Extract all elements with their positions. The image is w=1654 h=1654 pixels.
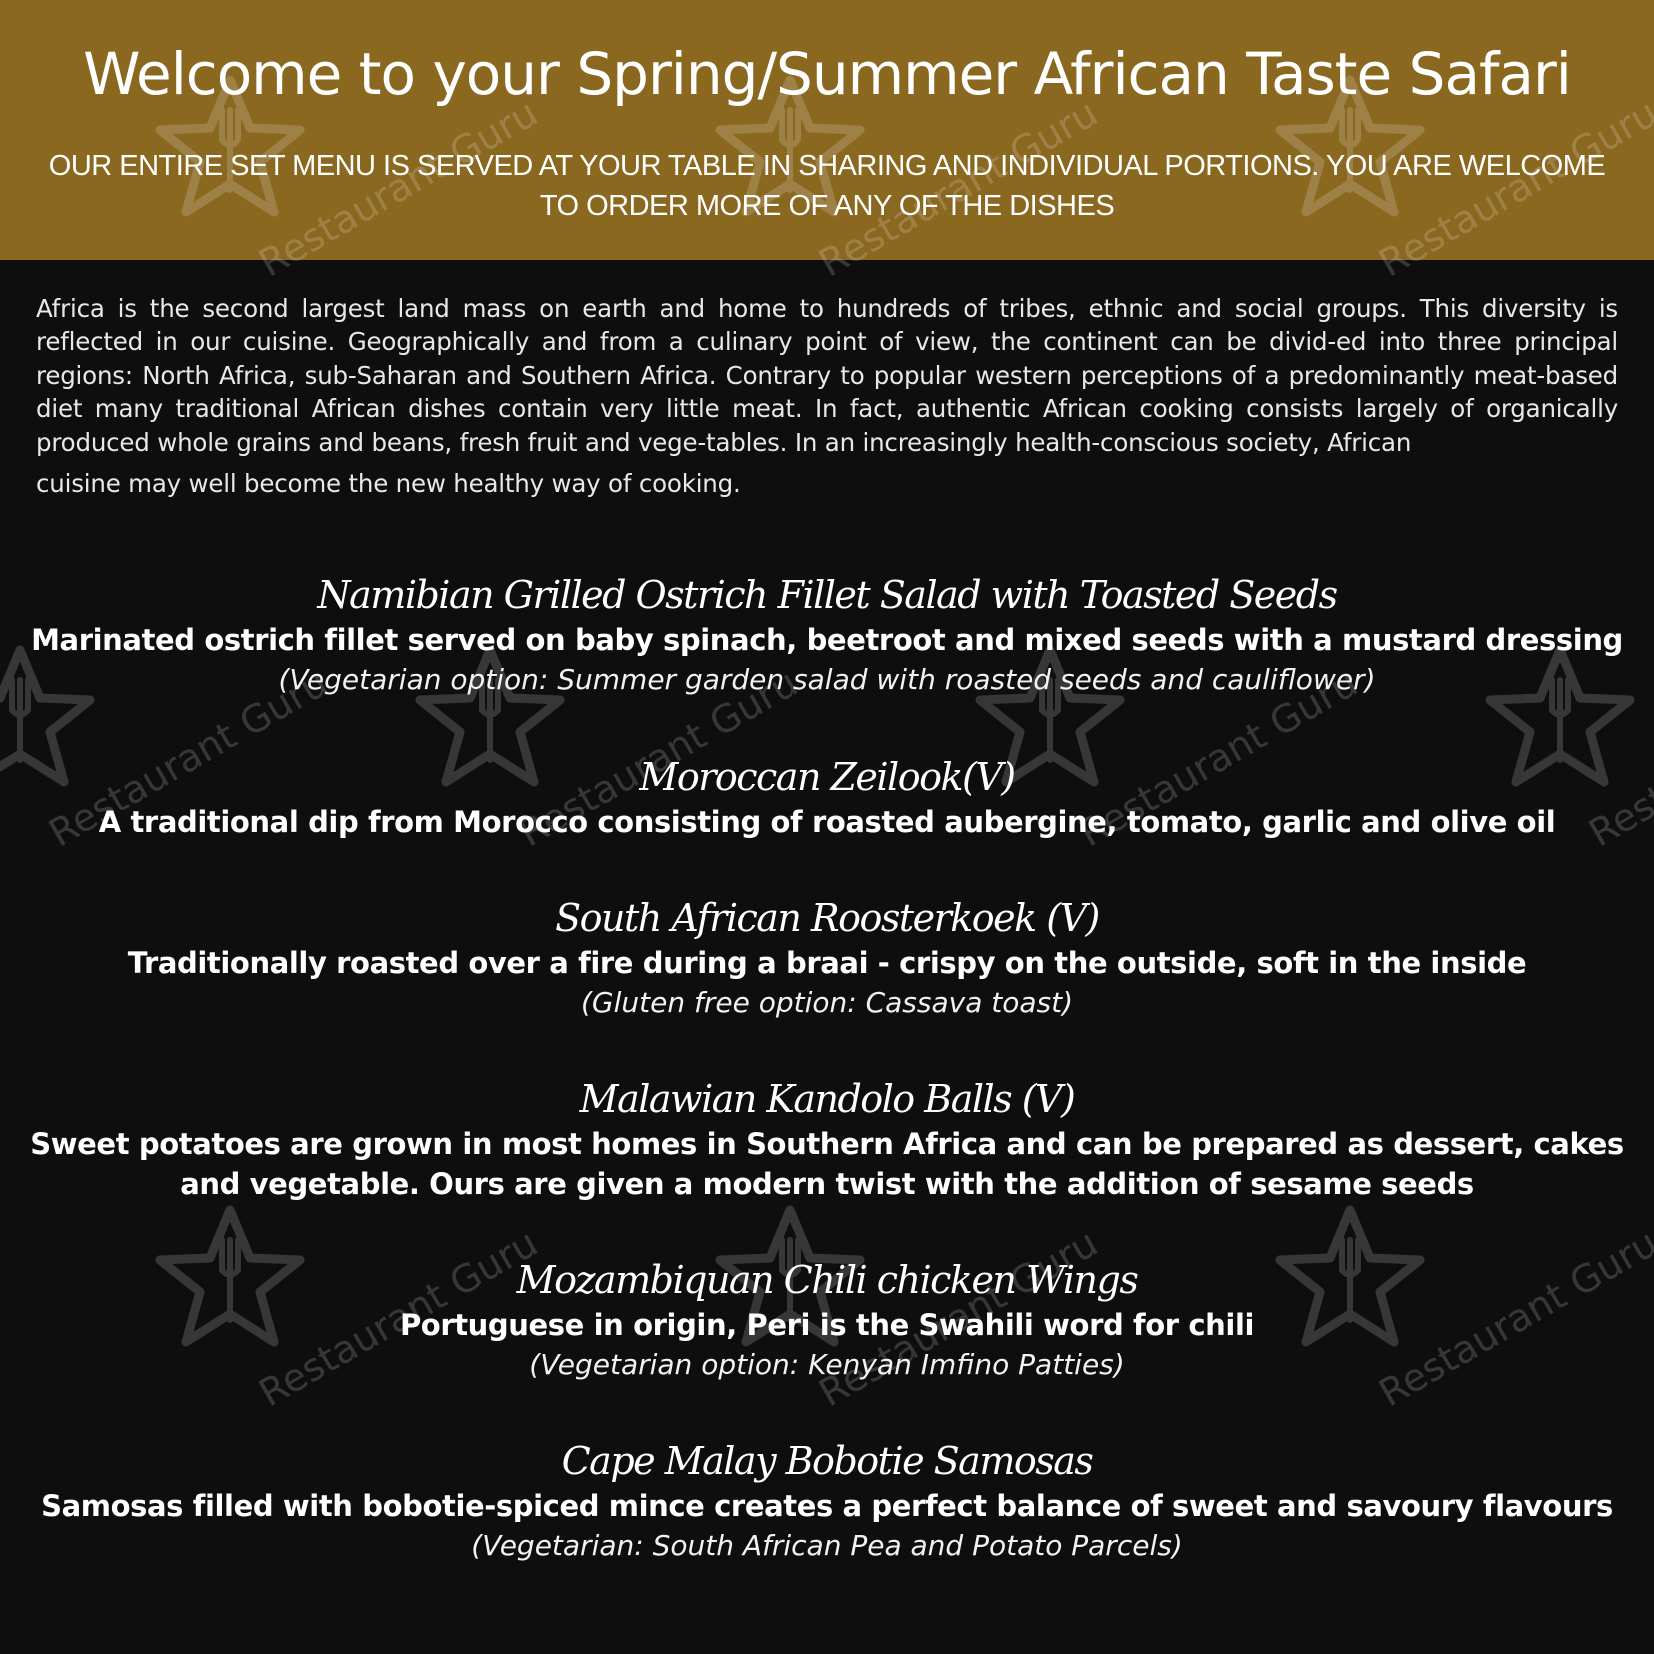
intro-paragraph [36, 292, 1618, 500]
dish-name: Mozambiquan Chili chicken Wings [516, 1258, 1138, 1302]
dish-description: A traditional dip from Morocco consisting of roasted aubergine, tomato, garlic and olive oil [98, 805, 1556, 839]
menu-item [20, 752, 1634, 842]
dish-description: Marinated ostrich fillet served on baby spinach, beetroot and mixed seeds with a mustard dressing [31, 623, 1623, 657]
page-title: Welcome to your Spring/Summer African Taste Safari [83, 40, 1571, 108]
dish-name: South African Roosterkoek (V) [555, 896, 1099, 940]
dish-description: Samosas filled with bobotie-spiced mince creates a perfect balance of sweet and savoury flavours [41, 1489, 1613, 1523]
intro-last-line: cuisine may well become the new healthy way of cooking. [36, 469, 741, 499]
menu-item [20, 1436, 1634, 1566]
dish-description: Portuguese in origin, Peri is the Swahili word for chili [399, 1308, 1255, 1342]
menu-item [20, 1074, 1634, 1204]
menu-header [0, 0, 1654, 260]
dish-name: Moroccan Zeilook(V) [639, 755, 1015, 799]
dish-description: Traditionally roasted over a fire during a braai - crispy on the outside, soft in the inside [127, 946, 1527, 980]
dish-description: Sweet potatoes are grown in most homes in Southern Africa and can be prepared as dessert, cakes and vegetable. Ours are given a modern twist with the addition of sesame seeds [30, 1127, 1624, 1201]
dish-alternative: (Vegetarian: South African Pea and Potato Parcels) [471, 1529, 1183, 1562]
dish-alternative: (Vegetarian option: Summer garden salad with roasted seeds and cauliflower) [278, 663, 1376, 696]
intro-text: Africa is the second largest land mass on earth and home to hundreds of tribes, ethnic and social groups. This diversity is reflected in our cuisine. Geographically and from a culinary point of view, the continent can be divid-ed into three principal regions: North Africa, sub-Saharan and Southern Africa. Contrary to popular western perceptions of a predominantly meat-based diet many traditional African dishes contain very little meat. In fact, authentic African cooking consists largely of organically produced whole grains and beans, fresh fruit and vege-tables. In an increasingly health-conscious society, African [36, 294, 1618, 457]
dish-alternative: (Gluten free option: Cassava toast) [580, 986, 1074, 1019]
menu-item [20, 893, 1634, 1023]
menu-item [20, 570, 1634, 700]
dish-name: Malawian Kandolo Balls (V) [579, 1077, 1075, 1121]
page-subtitle: OUR ENTIRE SET MENU IS SERVED AT YOUR TABLE IN SHARING AND INDIVIDUAL PORTIONS. YOU ARE WELCOME TO ORDER MORE OF ANY OF THE DISHES [48, 150, 1606, 222]
dish-name: Namibian Grilled Ostrich Fillet Salad with Toasted Seeds [317, 573, 1337, 617]
menu-item [20, 1255, 1634, 1385]
dish-alternative: (Vegetarian option: Kenyan Imfino Patties) [529, 1348, 1125, 1381]
dish-name: Cape Malay Bobotie Samosas [561, 1439, 1093, 1483]
